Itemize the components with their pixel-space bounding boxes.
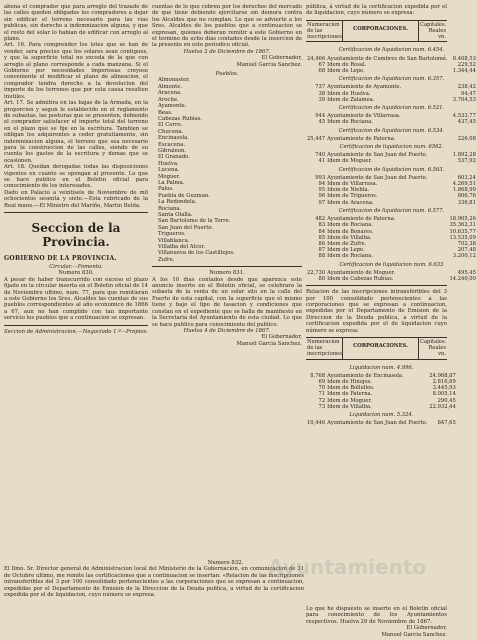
pueblo-item: Zufre. (158, 256, 175, 263)
header-numeracion: Numeracion de las inscripciones. (307, 21, 344, 41)
capital-amount: 437,45 (457, 119, 476, 126)
inscription-number: 68 (318, 68, 326, 75)
watermark: Ayuntamiento (268, 555, 427, 579)
table-header (306, 20, 447, 43)
inscription-number: 97 (318, 199, 326, 206)
certificate-row (306, 260, 477, 270)
notice-number: Numero 831. (209, 270, 245, 277)
inscription-number: 88 (318, 253, 326, 260)
certificate-label: Certificacion de liquidacion num. 6.633 (339, 261, 444, 268)
pueblo-item: Huelva. (158, 160, 179, 167)
auction-date: Huelva 4 de Diciembre de 1867. (183, 327, 271, 334)
corporation-name: Idem de Lepe. (327, 247, 365, 254)
divider (152, 266, 302, 267)
corporation-name: Idem de Hinojos. (327, 378, 372, 385)
corporation-name: Idem de Trigueros. (327, 193, 378, 200)
corporation-name: Idem de Cabezas Rubias. (327, 275, 394, 282)
capital-amount: 290,45 (437, 397, 456, 404)
capital-amount: 94,47 (461, 90, 476, 97)
capital-amount: 3.200,12 (452, 253, 476, 260)
inscription-number: 69 (318, 378, 326, 385)
pueblo-item: Cabezas Rubias. (158, 115, 203, 122)
certificate-label: Certificacion de liquidacion num. 6.454. (338, 47, 445, 54)
pueblo-item: Gibraleon. (158, 147, 187, 154)
corporation-name: Idem de Paterna. (327, 391, 373, 398)
governor-label: El Gobernador, (261, 334, 302, 341)
administration-text: El Ilmo. Sr. Director general de Administracion local del Ministerio de la Gobernacion, en comunicacion de 31 de Octubre ultimo, me remite las certificaciones que a continuacion se insertan: «Relacion de las inscripciones intransferibles del 3 por 100 consolidado pertenecientes a las corporaciones que se expresan a continuacion, expedidas por el Departamento de Emision de la Direccion de la Deuda publica, a virtud de la certificacion expedida por el de liquidacion, cuyo número se expresa. (4, 566, 304, 599)
divider (4, 212, 148, 213)
inscription-number: 83 (318, 222, 326, 229)
capital-amount: 847,65 (437, 420, 456, 427)
inscription-number: 95 (318, 187, 326, 194)
pueblo-item: San Bartolome de la Torre. (158, 218, 231, 225)
pueblo-item: El Cerro. (158, 122, 183, 129)
header-capitales: Capitales. Reales vn. (420, 338, 447, 358)
pueblo-item: Beas. (158, 109, 173, 116)
capital-amount: 18.905,26 (449, 216, 476, 223)
pueblo-item: Ayamonte. (158, 103, 187, 110)
table-row (306, 420, 457, 426)
governor-name: Manuel Garcia Sanchez. (236, 340, 302, 347)
article-16: Art. 16. Para comprender los lotes que se han de vender, sera preciso que los solares sean contiguos, y que la superficie total no exceda de la que con arreglo al plano corresponde a cada manzana. Si el Gobierno por necesidades imperiosas creyese conveniente el modificar el plano de alineacion, el comprador tendra derecho a la devolucion del importe de los terrenos que por esta causa resulten inutiles. (4, 42, 148, 100)
corporation-name: Ayuntamiento de Moguer. (327, 269, 396, 276)
inscription-number: 8,768 (310, 372, 326, 379)
government-heading: GOBIERNO DE LA PROVINCIA. (4, 255, 117, 262)
header-numeracion: Numeracion de las inscripciones. (307, 338, 344, 358)
pueblo-item: Trigueros. (158, 231, 186, 238)
inscription-number: 73 (318, 403, 326, 410)
table-header (306, 337, 447, 360)
inscription-number: 41 (318, 158, 326, 165)
pueblo-item: Aracena. (158, 90, 182, 97)
header-capitales: Capitales. Reales vn. (420, 21, 447, 41)
certificate-label: Liquidacion num. 4.996. (349, 364, 414, 371)
inscription-number: 22,730 (307, 269, 326, 276)
pueblo-item: Rociana. (158, 205, 182, 212)
inscription-number: 482 (315, 216, 326, 223)
pueblo-item: Escacena. (158, 141, 186, 148)
capital-amount: 3.445,93 (432, 385, 456, 392)
inscription-number: 71 (318, 391, 326, 398)
certificate-row (306, 410, 457, 420)
corporation-name: Idem de Moguer. (327, 397, 372, 404)
pueblo-item: Encinasola. (158, 135, 189, 142)
pueblos-list (152, 77, 302, 263)
governor-name: Manuel Garcia Sanchez. (236, 61, 302, 68)
pueblo-item: Moguer. (158, 173, 181, 180)
inscription-number: 84 (318, 228, 326, 235)
decree-date: Dado en Palacio a veintiseis de Noviembre de mil ochocientos sesenta y siete.—Esta rubricado de la Real mano.—El Ministro del Mariño, Martin Belda. (4, 189, 148, 209)
inscription-number: 86 (318, 240, 326, 247)
inscription-number: 85 (318, 234, 326, 241)
corporation-name: Idem de Lepe. (327, 68, 365, 75)
corporation-name: Ayuntamiento de Villarrasa. (327, 113, 401, 120)
inscription-number: 737 (315, 84, 326, 91)
capital-amount: 238,42 (457, 84, 476, 91)
column-middle (152, 4, 302, 347)
corporation-name: Ayuntamiento de Paterna. (327, 135, 396, 142)
capital-amount: 3.704,53 (452, 96, 476, 103)
administration-number: Numero 832. (207, 560, 244, 566)
inscription-number: 80 (318, 275, 326, 282)
pueblo-item: Villalba del Alcor. (158, 244, 206, 251)
inscription-number: 87 (318, 247, 326, 254)
certificate-label: Liquidacion num. 5.324. (349, 412, 414, 418)
inscription-number: 993 (315, 174, 326, 181)
corporation-name: Idem de Bollullos. (327, 385, 375, 392)
auction-text: A los 10 dias contados desde que aparezca este anuncio inserto en el Boletin oficial, se celebrara la subasta de la venta de un solar sito en la calle del Puerto de esta capital, con la superficie que el mismo tiene y bajo el tipo de tasacion y condiciones que constan en el expediente que se halla de manifiesto en la Secretaria del Ayuntamiento de esta ciudad. Lo que se hace publico para conocimiento del publico. (152, 276, 302, 328)
corporation-name: Idem de Bonares. (327, 228, 374, 235)
inscription-number: 94 (318, 181, 326, 188)
inscription-number: 96 (318, 193, 326, 200)
corporation-name: Idem de Aracena. (327, 199, 374, 206)
pueblo-item: Almonaster. (158, 77, 190, 84)
corporation-name: Idem de Huelva. (327, 90, 371, 97)
inscription-number: 944 (315, 113, 326, 120)
corporation-name: Idem de Rociana. (327, 119, 373, 126)
certificate-row (306, 74, 477, 84)
header-corporaciones: CORPORACIONES. (343, 338, 419, 359)
capital-amount: 35.362,31 (449, 222, 476, 229)
pueblo-item: La Redondela. (158, 199, 197, 206)
governor-label: El Gobernador, (406, 625, 447, 632)
certificate-label: Certificacion de liquidacion num. 6.563. (338, 166, 445, 173)
relacion-text: Relacion de las inscripciones intransferibles del 3 por 100 consolidado pertenecientes a las corporaciones que se expresan a continuacion, expedidas por el Departamento de Emision de la Direccion de la Deuda publica, a virtud de la certificacion expedida por el de liquidacion cuyo número se expresa: (306, 289, 447, 334)
header-corporaciones: CORPORACIONES. (343, 21, 419, 42)
capital-amount: 806,76 (457, 193, 476, 200)
capital-amount: 22.932,44 (429, 403, 456, 410)
corporation-name: Idem de Rociana. (327, 222, 373, 229)
capital-amount: 4.269,51 (452, 181, 476, 188)
pueblo-item: Palos. (158, 186, 174, 193)
inscription-number: 24,466 (307, 55, 326, 62)
corporation-name: Idem de Villarrasa. (327, 181, 378, 188)
notice-text: cuentas de lo que cobren por los derechos del mercado de que tiene debiendo ejercitarse sin demora contra los Alcaldes que no cumplan. Lo que se advierte a los Sres. Alcaldes de los pueblos que a continuacion se expresan, quienes deberan remitir a este Gobierno en el termino de ocho dias contados desde la insercion de la presente en este periodico oficial. (152, 4, 302, 49)
governor-label: El Gobernador, (261, 55, 302, 62)
pueblo-item: Villanueva de los Castillejos. (158, 250, 235, 257)
column-right (306, 4, 476, 427)
certificate-label: Certificacion de liquidacion num. 6.357. (338, 76, 445, 83)
inscription-number: 740 (315, 152, 326, 159)
pueblo-item: San Juan del Puerto. (158, 224, 214, 231)
capital-amount: 702,38 (457, 240, 476, 247)
capital-amount: 495,45 (457, 269, 476, 276)
certificate-row (306, 142, 477, 152)
certificate-label: Certificacion de liquidacion num. 6.577. (338, 207, 445, 214)
capital-amount: 13.535,09 (449, 234, 476, 241)
inscription-number: 38 (318, 90, 326, 97)
capital-amount: 2.816,89 (432, 378, 456, 385)
corporation-name: Idem de Zalamea. (327, 96, 375, 103)
section-title: Seccion de la Provincia. (31, 221, 121, 249)
inscription-number: 67 (318, 61, 326, 68)
closing-text: Lo que he dispuesto se inserte en el Boletin oficial para conocimiento de los Ayuntamientos respectivos. Huelva 29 de Noviembre de 1867. (306, 606, 447, 625)
pueblo-item: Chucena. (158, 128, 184, 135)
article-17: Art. 17. Se admitira en las bajas de la Armada, en la proporcion y segun le establecido en el reglamento de subastas, las posturas que se presenten, debiendo el comprador satisfacer el importe total del terreno en el plazo que se fije en la escritura. Tambien se obligan los adquirentes a ceder gratuitamente, sin indemnizacion alguna, el terreno que sea necesario para la construccion de las calles, siendo de su cuenta los gastos de la escritura y demas que se ocasionen. (4, 100, 148, 164)
corporation-name: Ayuntamiento de Encinasola. (327, 372, 404, 379)
notice-place-date: Huelva 2 de Diciembre de 1867. (183, 48, 271, 55)
certificate-row (306, 165, 477, 175)
pueblo-item: Puebla de Guzman. (158, 192, 210, 199)
pueblo-item: Lucena. (158, 167, 180, 174)
corporation-name: Idem de Zufre. (327, 240, 367, 247)
capital-amount: 1.892,28 (452, 152, 476, 159)
divider (306, 285, 447, 286)
inscription-number: 39 (318, 96, 326, 103)
certificate-row (306, 206, 477, 216)
inscriptions-table-2 (306, 363, 457, 427)
corporation-name: Idem de Villalba. (327, 403, 372, 410)
corporation-name: Ayuntamiento de San Juan del Puerto. (327, 152, 428, 159)
capital-amount: 10.635,77 (449, 228, 476, 235)
corporation-name: Idem de Villalba. (327, 234, 372, 241)
capital-amount: 24.968,87 (429, 372, 456, 379)
closing-block (306, 606, 447, 638)
corporation-name: Ayuntamiento de Ayamonte. (327, 84, 402, 91)
certificate-row (306, 103, 477, 113)
pueblos-title: Pueblos. (215, 71, 239, 78)
pueblo-item: El Granado. (158, 154, 190, 161)
inscriptions-table (306, 45, 477, 282)
table-intro: pública, á virtud de la certificacion expedida por el de liquidacion, cuyo número se expresa: (306, 4, 447, 17)
inscription-number: 10,446 (307, 420, 326, 427)
pueblo-item: La Palma. (158, 179, 185, 186)
table-row (306, 276, 477, 282)
pueblo-item: Villablanca. (158, 237, 190, 244)
certificate-row (306, 45, 477, 55)
capital-amount: 336,81 (457, 199, 476, 206)
governor-name: Manuel Garcia Sanchez. (381, 631, 447, 638)
article-continuation: abona el comprador que para arreglo del trazado de las calles queden obligados los compradores a dejar sin edificar el terreno necesario para las vias publicas, sin derecho a indemnizacion alguna, y que el resto del solar lo habian de edificar con arreglo al plano. (4, 4, 148, 43)
pueblo-item: Almonte. (158, 83, 183, 90)
capital-amount: 1.344,44 (452, 68, 476, 75)
capital-amount: 8.005,14 (432, 391, 456, 398)
capital-amount: 603,24 (457, 174, 476, 181)
capital-amount: 537,92 (457, 158, 476, 165)
corporation-name: Ayuntamiento de Cumbres de San Bartolomé. (327, 55, 448, 62)
corporation-name: Ayuntamiento de Paterna. (327, 216, 396, 223)
circular-label: Circular.—Fomento. (49, 264, 103, 270)
inscription-number: 25,447 (307, 135, 326, 142)
capital-amount: 1.868,99 (452, 187, 476, 194)
administration-line: Seccion de Administracion.—Negociado 1.º—Propios. (4, 328, 148, 335)
corporation-name: Idem de Niebla. (327, 187, 370, 194)
divider (4, 325, 148, 326)
certificate-label: Certificacion de liquidacion num. 6562. (339, 144, 444, 151)
capital-amount: 207,48 (457, 247, 476, 254)
corporation-name: Ayuntamiento de San Juan del Puerto. (327, 174, 428, 181)
corporation-name: Idem de Moguer. (327, 158, 372, 165)
inscription-number: 45 (318, 119, 326, 126)
capital-amount: 8.408,53 (452, 55, 476, 62)
inscription-number: 70 (318, 385, 326, 392)
corporation-name: Idem de Rociana. (327, 253, 373, 260)
capital-amount: 226,08 (457, 135, 476, 142)
article-18: Art. 18. Quedan derogadas todas las disposiciones vigentes en cuanto se opongan al presente. Lo que se hace publico en el Boletin oficial para conocimiento de los interesados. (4, 164, 148, 190)
corporation-name: Ayuntamiento de San Juan del Puerto. (327, 420, 428, 427)
certificate-row (306, 363, 457, 373)
inscription-number: 72 (318, 397, 326, 404)
pueblo-item: Santa Olalla. (158, 212, 193, 218)
capital-amount: 14.240,00 (449, 275, 476, 282)
circular-number: Numero 830. (58, 270, 94, 277)
column-left (4, 4, 148, 335)
capital-amount: 4.533,77 (452, 113, 476, 120)
capital-amount: 229,52 (457, 61, 476, 68)
corporation-name: Idem de Rosal. (327, 61, 367, 68)
certificate-label: Certificacion de liquidacion num. 6.521. (338, 105, 445, 112)
pueblo-item: Aroche. (158, 96, 179, 103)
circular-text: A pesar de haber transcurrido con exceso el plazo fijado en la circular inserta en el Boletin oficial de 14 de Noviembre ultimo, num. 77, para que remitieran a este Gobierno los Sres. Alcaldes las cuentas de sus pueblos correspondientes al año economico de 1866 a 67, aun no han cumplido con tan importante servicio los pueblos que a continuacion se expresan. (4, 276, 148, 322)
certificate-label: Certificacion de liquidacion num. 6.534. (338, 127, 445, 134)
certificate-row (306, 126, 477, 136)
